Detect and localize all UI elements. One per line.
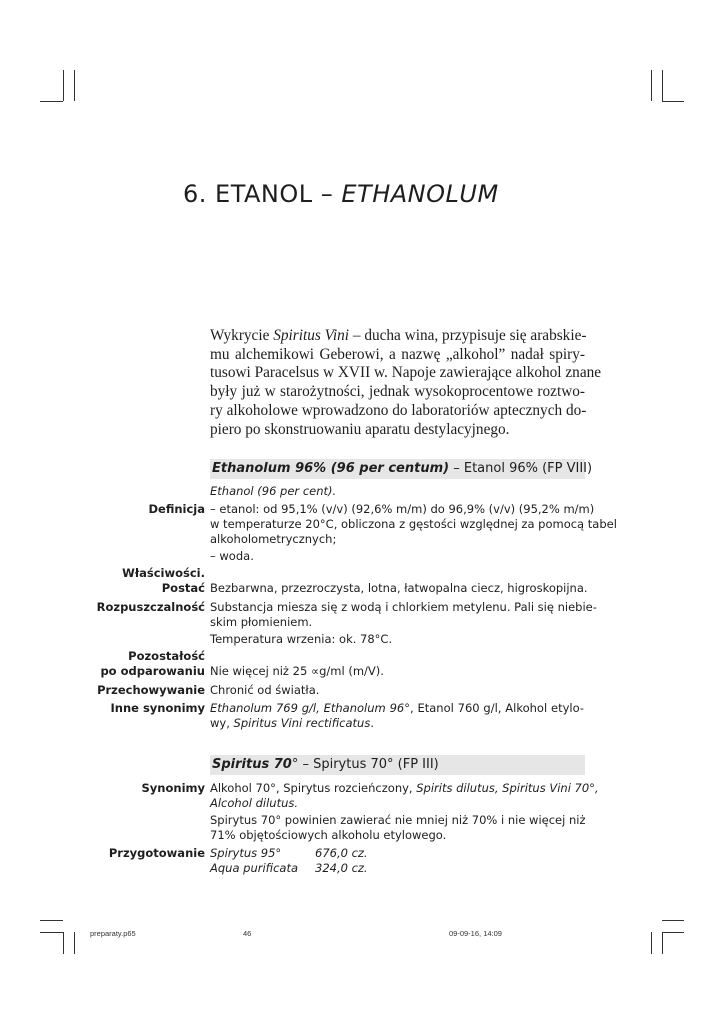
intro-line <box>210 383 585 402</box>
label-przygotowanie: Przygotowanie <box>108 846 205 860</box>
text-line <box>210 796 584 811</box>
prep-row <box>210 846 584 861</box>
intro-text: – ducha wina, przypisuje się arabskie- <box>349 327 587 344</box>
prep-row <box>210 861 584 876</box>
label-postac: Postać <box>161 581 205 595</box>
intro-line <box>210 421 585 440</box>
label-przechowywanie: Przechowywanie <box>97 683 205 697</box>
section-header-ethanolum <box>210 459 593 479</box>
text-line <box>210 781 599 796</box>
intro-text: były już w starożytności, jednak wysokoprocentowe roztwo- <box>210 383 585 401</box>
inne-synonimy-text <box>210 701 584 731</box>
prep-amount: 324,0 cz. <box>315 861 368 875</box>
text-line: alkoholometrycznych; <box>210 532 337 546</box>
przechowywanie-text: Chronić od światła. <box>210 683 320 697</box>
text-line: skim płomieniem. <box>210 615 313 629</box>
text-line: w temperaturze 20°C, obliczona z gęstości względnej za pomocą tabel <box>210 517 617 531</box>
label-pozostalosc-1: Pozostałość <box>128 649 205 663</box>
spirytus-description <box>210 813 584 843</box>
label-wlasciwosci: Właściwości. <box>122 566 205 580</box>
synonym-pre: wy, <box>210 716 234 730</box>
chapter-title-plain: 6. ETANOL – <box>183 180 342 208</box>
prep-ingredient: Aqua purificata <box>210 861 299 875</box>
postac-text: Bezbarwna, przezroczysta, lotna, łatwopalna ciecz, higroskopijna. <box>210 581 588 595</box>
label-rozpuszczalnosc: Rozpuszczalność <box>96 600 205 614</box>
prep-amount: 676,0 cz. <box>315 846 368 860</box>
intro-paragraph <box>210 327 602 439</box>
synonym-italic: Spiritus Vini rectificatus <box>233 716 371 730</box>
prep-ingredient: Spirytus 95° <box>210 846 282 860</box>
text-line <box>210 716 584 731</box>
synonym-italic: Ethanolum 769 g/l, Ethanolum 96 <box>210 701 405 715</box>
footer-filename: preparaty.p65 <box>90 929 136 938</box>
definicja-woda: – woda. <box>210 549 254 563</box>
text-line: 71% objętościowych alkoholu etylowego. <box>210 828 447 842</box>
section-header-bold: Ethanolum 96% (96 per centum) <box>212 461 450 476</box>
label-definicja: Definicja <box>148 502 205 516</box>
label-inne-synonimy: Inne synonimy <box>110 701 205 715</box>
rozpuszczalnosc-text <box>210 600 597 630</box>
section-header-spiritus <box>210 755 585 775</box>
intro-line <box>210 364 602 383</box>
temperatura-text: Temperatura wrzenia: ok. 78°C. <box>210 632 393 646</box>
text-line <box>210 701 584 716</box>
section-header-rest: – Spirytus 70° (FP III) <box>298 757 439 772</box>
synonym-rest: , Etanol 760 g/l, Alkohol etylo- <box>409 701 584 715</box>
intro-line <box>210 402 585 421</box>
synonym-italic: Spirits dilutus, Spiritus Vini 70°, <box>416 781 599 795</box>
intro-text: ry alkoholowe wprowadzono do laboratoriów aptecznych do- <box>210 401 587 419</box>
definicja-text <box>210 502 617 547</box>
section-header-rest: – Etanol 96% (FP VIII) <box>449 461 593 476</box>
text-line: Spirytus 70° powinien zawierać nie mniej niż 70% i nie więcej niż <box>210 813 586 827</box>
synonym-italic: Alcohol dilutus. <box>210 796 299 810</box>
intro-text: piero po skonstruowaniu aparatu destylacyjnego. <box>210 420 510 438</box>
pozostalosc-text: Nie więcej niż 25 ∝g/ml (m/V). <box>210 664 384 678</box>
synonym-post: . <box>370 716 374 730</box>
intro-line <box>210 327 585 346</box>
intro-italic: Spiritus Vini <box>273 327 350 344</box>
chapter-title <box>183 180 499 208</box>
chapter-title-italic: ETHANOLUM <box>341 180 499 208</box>
label-pozostalosc-2: po odparowaniu <box>100 664 205 678</box>
section-header-bold: Spiritus 70 <box>212 757 292 772</box>
subtitle-ethanol: Ethanol (96 per cent). <box>210 484 337 498</box>
synonym-pre: Alkohol 70°, Spirytus rozcieńczony, <box>210 781 417 795</box>
text-line: – etanol: od 95,1% (v/v) (92,6% m/m) do 96,9% (v/v) (95,2% m/m) <box>210 502 595 516</box>
intro-text: mu alchemikowi Geberowi, a nazwę „alkohol” nadał spiry- <box>210 345 585 363</box>
footer-date: 09-09-16, 14:09 <box>449 929 502 938</box>
degree-sign: ° <box>291 757 299 772</box>
intro-line <box>210 346 585 365</box>
label-synonimy: Synonimy <box>141 781 205 795</box>
prep-table <box>210 846 584 876</box>
synonimy-text <box>210 781 599 811</box>
intro-text: tusowi Paracelsus w XVII w. Napoje zawierające alkohol znane <box>210 364 602 382</box>
degree-sign: ° <box>404 701 410 715</box>
footer-page-number: 46 <box>243 929 252 938</box>
text-line: Substancja miesza się z wodą i chlorkiem metylenu. Pali się niebie- <box>210 600 597 614</box>
intro-text: Wykrycie <box>210 327 274 344</box>
